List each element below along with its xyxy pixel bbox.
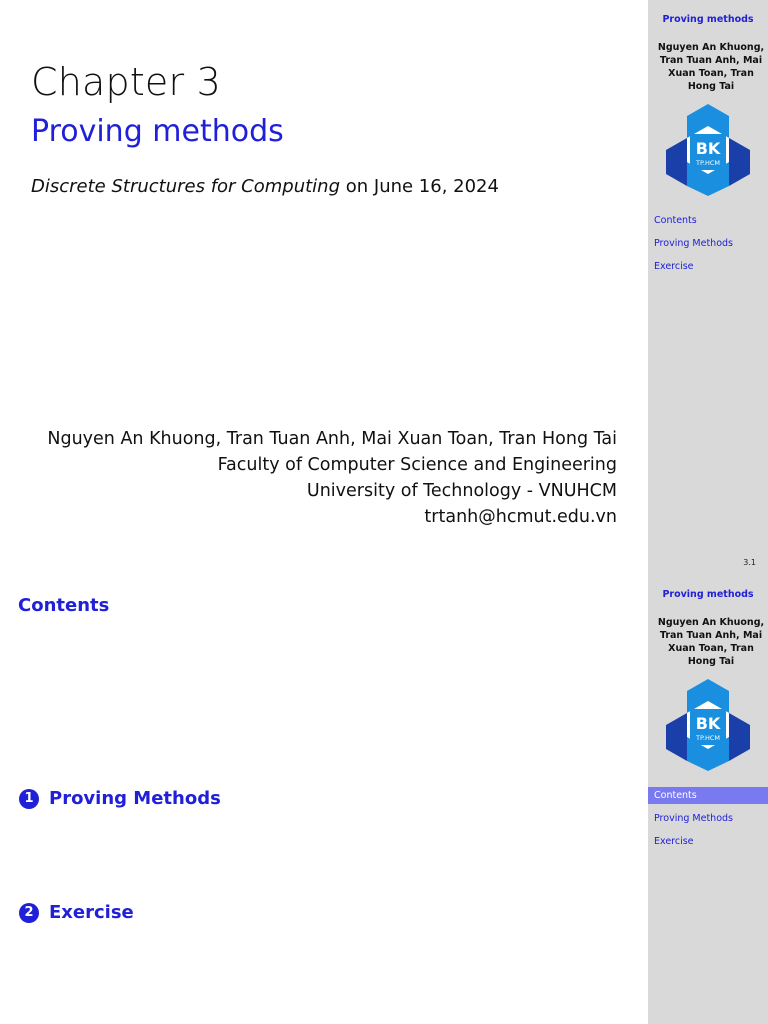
chapter-heading: Chapter 3 (31, 60, 221, 104)
sidebar-authors: Nguyen An Khuong, Tran Tuan Anh, Mai Xuan Toan, Tran Hong Tai (657, 617, 765, 667)
author-block (17, 426, 617, 530)
nav-item-exercise[interactable]: Exercise (654, 261, 694, 272)
nav-item-proving-methods[interactable]: Proving Methods (654, 238, 733, 249)
toc-label: Exercise (49, 902, 134, 923)
email: trtanh@hcmut.edu.vn (424, 507, 617, 527)
bk-logo-icon (659, 679, 757, 771)
sidebar-title[interactable]: Proving methods (662, 14, 754, 25)
sidebar (648, 0, 768, 575)
toc-label: Proving Methods (49, 788, 221, 809)
slide-main-area (0, 0, 648, 575)
contents-title: Contents (18, 595, 110, 616)
nav-item-contents[interactable]: Contents (648, 787, 768, 804)
toc-number: 2 (19, 903, 39, 923)
course-name: Discrete Structures for Computing (31, 176, 341, 197)
nav-item-exercise[interactable]: Exercise (654, 836, 694, 847)
sidebar-title[interactable]: Proving methods (662, 589, 754, 600)
logo-subtext: TP.HCM (696, 159, 720, 167)
date-text: on June 16, 2024 (340, 176, 499, 197)
contents-slide (0, 575, 768, 1024)
sidebar-authors: Nguyen An Khuong, Tran Tuan Anh, Mai Xuan Toan, Tran Hong Tai (657, 42, 765, 92)
faculty: Faculty of Computer Science and Engineering (217, 455, 617, 475)
logo-text: BK (695, 139, 721, 158)
page-number: 3.1 (743, 558, 756, 567)
logo-text: BK (695, 714, 721, 733)
authors: Nguyen An Khuong, Tran Tuan Anh, Mai Xuan Toan, Tran Hong Tai (47, 429, 617, 449)
bk-logo-icon (659, 104, 757, 196)
logo-subtext: TP.HCM (696, 734, 720, 742)
toc-number: 1 (19, 789, 39, 809)
slide-main-area (0, 575, 648, 1024)
course-line (31, 176, 499, 197)
nav-item-proving-methods[interactable]: Proving Methods (654, 813, 733, 824)
toc-item-exercise[interactable] (19, 902, 134, 923)
sidebar (648, 575, 768, 1024)
toc-item-proving-methods[interactable] (19, 788, 221, 809)
university: University of Technology - VNUHCM (306, 481, 617, 501)
nav-item-contents[interactable]: Contents (654, 215, 697, 226)
slide-subtitle: Proving methods (31, 114, 284, 149)
